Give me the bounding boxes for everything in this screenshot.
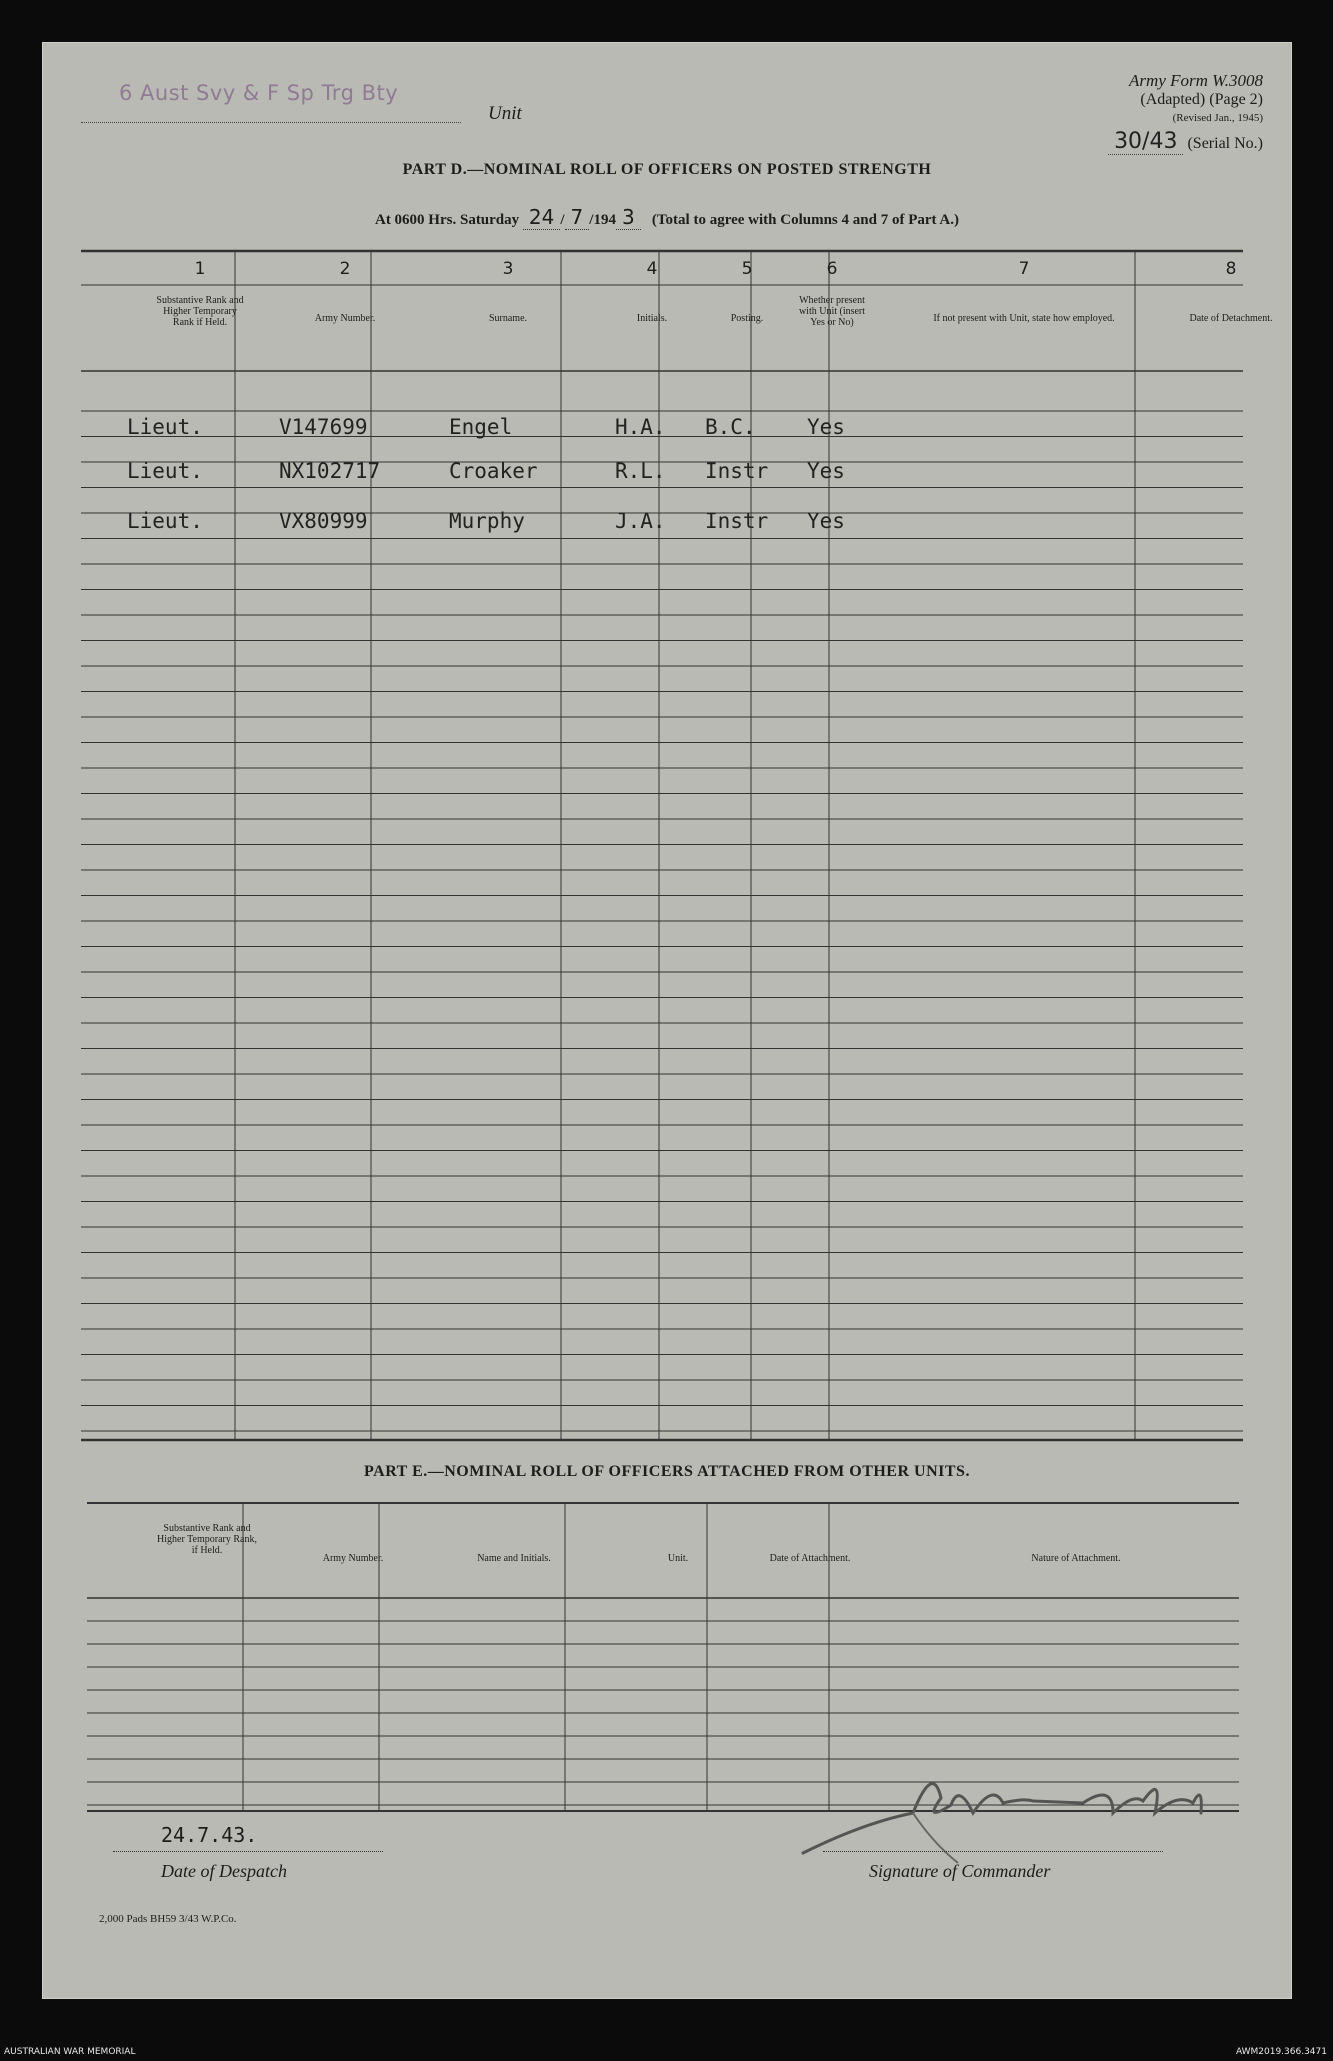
part-e-column-header: Nature of Attachment. xyxy=(1031,1553,1121,1564)
cell-rank: Lieut. xyxy=(127,415,203,439)
part-d-dateline: At 0600 Hrs. Saturday 24 / 7 /194 3 (Total to agree with Columns 4 and 7 of Part A.) xyxy=(374,205,960,229)
cell-army-number: NX102717 xyxy=(279,459,381,483)
column-number: 6 xyxy=(826,259,838,279)
column-header: Surname. xyxy=(488,313,528,324)
form-revised: (Revised Jan., 1945) xyxy=(1172,112,1263,124)
column-number: 1 xyxy=(194,259,206,279)
cell-surname: Murphy xyxy=(449,509,525,533)
date-month: 7 xyxy=(565,205,590,230)
footer-left: AUSTRALIAN WAR MEMORIAL xyxy=(4,2047,136,2057)
column-header: Whether present with Unit (insert Yes or No) xyxy=(798,295,866,328)
signature-stroke xyxy=(803,1784,1201,1853)
cell-initials: J.A. xyxy=(615,509,666,533)
cell-posting: B.C. xyxy=(705,415,756,439)
cell-initials: H.A. xyxy=(615,415,666,439)
serial-label: (Serial No.) xyxy=(1187,135,1263,152)
column-number: 5 xyxy=(741,259,753,279)
part-e-column-header: Substantive Rank and Higher Temporary Rank, if Held. xyxy=(157,1523,257,1556)
cell-rank: Lieut. xyxy=(127,459,203,483)
despatch-label: Date of Despatch xyxy=(161,1861,287,1881)
unit-label: Unit xyxy=(488,103,522,124)
form-sheet xyxy=(42,42,1292,1999)
column-number: 8 xyxy=(1225,259,1237,279)
despatch-line xyxy=(113,1851,383,1852)
unit-stamp: 6 Aust Svy & F Sp Trg Bty xyxy=(119,81,399,105)
column-header: Initials. xyxy=(636,313,668,324)
date-day: 24 xyxy=(523,205,560,230)
part-d-title: PART D.—NOMINAL ROLL OF OFFICERS ON POSTED STRENGTH xyxy=(402,161,932,178)
signature-tail xyxy=(913,1813,958,1863)
serial-value: 30/43 xyxy=(1108,129,1183,155)
cell-surname: Engel xyxy=(449,415,513,439)
footer-right: AWM2019.366.3471 xyxy=(1235,2047,1327,2057)
column-header: Posting. xyxy=(730,313,764,324)
form-grid xyxy=(43,43,1291,1998)
part-e-column-header: Date of Attachment. xyxy=(769,1553,851,1564)
part-e-column-header: Unit. xyxy=(667,1553,689,1564)
cell-army-number: VX80999 xyxy=(279,509,368,533)
column-header: Date of Detachment. xyxy=(1189,313,1273,324)
cell-posting: Instr xyxy=(705,509,769,533)
cell-surname: Croaker xyxy=(449,459,538,483)
part-e-column-header: Name and Initials. xyxy=(477,1553,551,1564)
date-year-digit: 3 xyxy=(616,205,641,230)
column-header: If not present with Unit, state how employed. xyxy=(933,313,1115,324)
part-e-title: PART E.—NOMINAL ROLL OF OFFICERS ATTACHED FROM OTHER UNITS. xyxy=(364,1463,970,1480)
cell-posting: Instr xyxy=(705,459,769,483)
form-adapted: (Adapted) (Page 2) xyxy=(1140,91,1263,108)
date-year-prefix: 194 xyxy=(593,212,616,228)
column-number: 3 xyxy=(502,259,514,279)
part-e-column-header: Army Number. xyxy=(322,1553,384,1564)
date-suffix: (Total to agree with Columns 4 and 7 of Part A.) xyxy=(651,212,960,228)
commander-signature xyxy=(783,1743,1243,1873)
cell-present: Yes xyxy=(807,415,845,439)
cell-army-number: V147699 xyxy=(279,415,368,439)
cell-initials: R.L. xyxy=(615,459,666,483)
printer-line: 2,000 Pads BH59 3/43 W.P.Co. xyxy=(99,1913,237,1925)
column-number: 7 xyxy=(1018,259,1030,279)
column-number: 4 xyxy=(646,259,658,279)
column-header: Substantive Rank and Higher Temporary Rank if Held. xyxy=(156,295,244,328)
cell-present: Yes xyxy=(807,509,845,533)
date-prefix: At 0600 Hrs. Saturday xyxy=(374,212,520,228)
despatch-date: 24.7.43. xyxy=(161,1823,258,1847)
signature-line xyxy=(823,1851,1163,1852)
signature-label: Signature of Commander xyxy=(869,1861,1051,1881)
cell-rank: Lieut. xyxy=(127,509,203,533)
form-number: Army Form W.3008 xyxy=(1129,71,1263,90)
column-header: Army Number. xyxy=(314,313,376,324)
column-number: 2 xyxy=(339,259,351,279)
cell-present: Yes xyxy=(807,459,845,483)
